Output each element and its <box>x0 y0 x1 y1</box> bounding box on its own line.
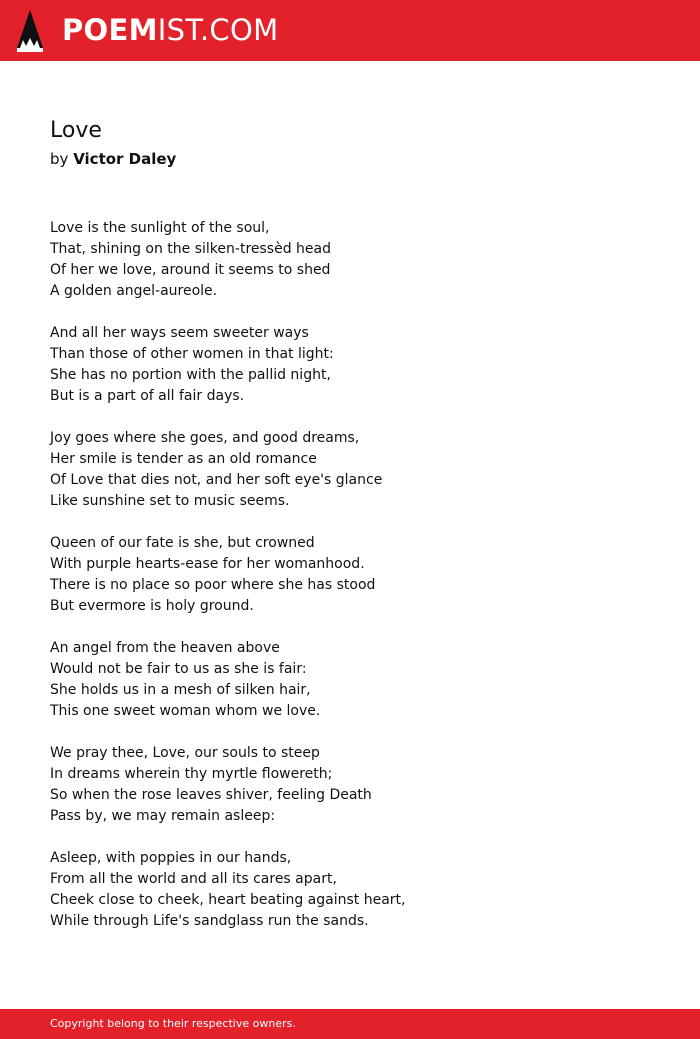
poem-line: In dreams wherein thy myrtle flowereth; <box>50 766 333 782</box>
poem-line: She has no portion with the pallid night, <box>50 367 331 383</box>
poem-line: Love is the sunlight of the soul, <box>50 220 270 236</box>
poem-line: But is a part of all fair days. <box>50 388 245 404</box>
poem-line: Pass by, we may remain asleep: <box>50 808 276 824</box>
poem-line: An angel from the heaven above <box>50 640 280 656</box>
poem-line: And all her ways seem sweeter ways <box>50 325 309 341</box>
poem-line: But evermore is holy ground. <box>50 598 254 614</box>
by-label: by <box>50 150 69 168</box>
poem-line: With purple hearts-ease for her womanhood. <box>50 556 365 572</box>
poem-line: Would not be fair to us as she is fair: <box>50 661 307 677</box>
poem-line: Of Love that dies not, and her soft eye's glance <box>50 472 383 488</box>
poem-body <box>50 218 670 953</box>
site-footer <box>0 1009 700 1039</box>
poem-line: Than those of other women in that light: <box>50 346 334 362</box>
poem-line: Cheek close to cheek, heart beating against heart, <box>50 892 406 908</box>
poem-line: She holds us in a mesh of silken hair, <box>50 682 311 698</box>
poem-line: So when the rose leaves shiver, feeling Death <box>50 787 372 803</box>
poem-line: A golden angel-aureole. <box>50 283 218 299</box>
poem-line: Queen of our fate is she, but crowned <box>50 535 315 551</box>
stanza <box>50 638 670 722</box>
poem-line: From all the world and all its cares apart, <box>50 871 337 887</box>
poem-line: Asleep, with poppies in our hands, <box>50 850 292 866</box>
poem-line: Her smile is tender as an old romance <box>50 451 317 467</box>
poem-line: That, shining on the silken-tressèd head <box>50 241 331 257</box>
logo-light-text: IST.COM <box>157 13 279 47</box>
poem-author: Victor Daley <box>73 150 177 168</box>
stanza <box>50 323 670 407</box>
poem-byline <box>50 148 176 170</box>
poem-line: Of her we love, around it seems to shed <box>50 262 331 278</box>
poem-line: This one sweet woman whom we love. <box>50 703 321 719</box>
stanza <box>50 533 670 617</box>
stanza <box>50 218 670 302</box>
copyright-notice: Copyright belong to their respective owners. <box>50 1017 296 1030</box>
pencil-logo-icon[interactable] <box>17 10 43 52</box>
poem-line: Joy goes where she goes, and good dreams, <box>50 430 360 446</box>
stanza <box>50 743 670 827</box>
poem-line: We pray thee, Love, our souls to steep <box>50 745 320 761</box>
site-header <box>0 0 700 61</box>
poem-line: While through Life's sandglass run the sands. <box>50 913 369 929</box>
poem-title: Love <box>50 118 102 143</box>
poem-line: Like sunshine set to music seems. <box>50 493 290 509</box>
stanza <box>50 428 670 512</box>
site-logo[interactable] <box>62 11 278 49</box>
logo-bold-text: POEM <box>62 13 158 47</box>
stanza <box>50 848 670 932</box>
poem-line: There is no place so poor where she has stood <box>50 577 376 593</box>
